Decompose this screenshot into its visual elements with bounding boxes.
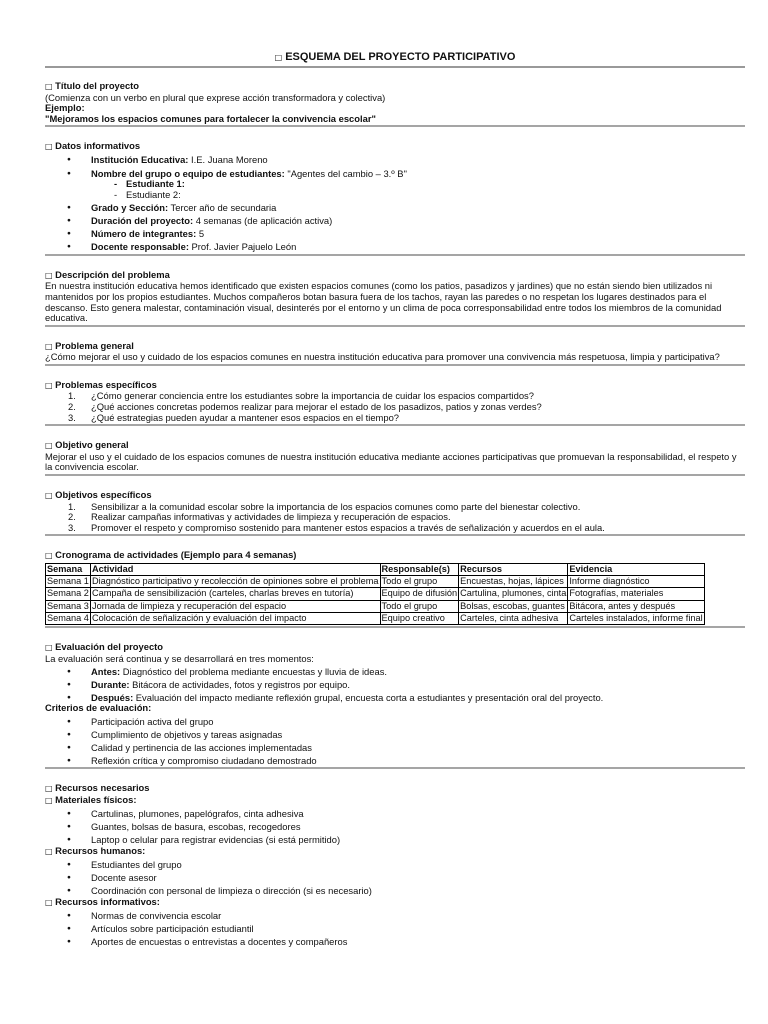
list-item: ● Cartulinas, plumones, papelógrafos, cinta adhesiva <box>45 809 741 820</box>
section-cronograma <box>45 550 745 628</box>
table-cell: Todo el grupo <box>380 576 459 588</box>
problema-general-text: ¿Cómo mejorar el uso y cuidado de los espacios comunes en nuestra institución educativa para promover una convivencia más respetuosa, limpia y participativa? <box>45 351 720 363</box>
section-titulo <box>45 81 745 127</box>
checkbox-glyph-icon: □ <box>45 380 53 390</box>
criterios-heading: Criterios de evaluación: <box>45 702 152 714</box>
section-heading: □ Evaluación del proyecto <box>45 641 164 653</box>
table-cell: Bolsas, escobas, guantes <box>459 600 568 612</box>
objetivo-general-text: Mejorar el uso y el cuidado de los espacios comunes de nuestra institución educativa mediante acciones participativas que promuevan la responsabilidad, el respeto y la convivencia escolar. <box>45 450 737 473</box>
table-cell: Fotografías, materiales <box>568 588 704 600</box>
ejemplo-text: "Mejoramos los espacios comunes para fortalecer la convivencia escolar" <box>45 112 376 124</box>
list-item: ● Número de integrantes: 5 <box>45 229 745 240</box>
section-heading: □ Título del proyecto <box>45 80 140 91</box>
table-header-cell: Evidencia <box>568 564 704 576</box>
list-item: ● Participación activa del grupo <box>45 717 745 728</box>
checkbox-glyph-icon: □ <box>45 643 53 653</box>
list-item: 2. Realizar campañas informativas y actividades de limpieza y recuperación de espacios. <box>68 511 451 523</box>
list-item: ● Docente responsable: Prof. Javier Pajuelo León <box>45 242 745 253</box>
list-item: ● Nombre del grupo o equipo de estudiantes: "Agentes del cambio – 3.º B" - Estudiante 1: - Estudiante 2: <box>45 169 745 201</box>
document-title: □ ESQUEMA DEL PROYECTO PARTICIPATIVO <box>45 50 745 68</box>
checkbox-glyph-icon: □ <box>45 784 53 794</box>
section-heading: □ Recursos necesarios <box>45 782 150 794</box>
subsection-heading: □ Materiales físicos: <box>45 794 137 806</box>
table-cell: Carteles instalados, informe final <box>569 612 703 623</box>
criterios-list <box>45 717 745 767</box>
list-item: ● Reflexión crítica y compromiso ciudadano demostrado <box>45 756 745 767</box>
materiales-list <box>45 809 741 846</box>
table-cell: Diagnóstico participativo y recolección de opiniones sobre el problema <box>92 576 379 587</box>
checkbox-glyph-icon: □ <box>45 270 53 280</box>
list-item: - Estudiante 1: <box>45 179 745 190</box>
table-cell: Cartulina, plumones, cinta <box>460 588 567 599</box>
table-cell: Jornada de limpieza y recuperación del espacio <box>91 600 381 612</box>
list-item: ● Normas de convivencia escolar <box>45 911 741 922</box>
list-item: ● Estudiantes del grupo <box>45 860 741 871</box>
humanos-list <box>45 860 741 897</box>
list-item: 1. Sensibilizar a la comunidad escolar sobre la importancia de los espacios comunes como parte del bienestar colectivo. <box>68 500 581 512</box>
table-cell: Colocación de señalización y evaluación del impacto <box>91 612 381 624</box>
section-recursos <box>45 783 741 947</box>
table-row <box>46 576 705 588</box>
table-cell: Campaña de sensibilización (carteles, charlas breves en tutoría) <box>91 588 381 600</box>
checkbox-glyph-icon: □ <box>45 897 53 907</box>
list-item: 2. ¿Qué acciones concretas podemos realizar para mejorar el estado de los pasadizos, patios y zonas verdes? <box>68 401 542 413</box>
table-header-cell: Actividad <box>91 564 381 576</box>
table-cell: Bitácora, antes y después <box>568 600 704 612</box>
checkbox-glyph-icon: □ <box>45 441 53 451</box>
list-item: 1. ¿Cómo generar conciencia entre los estudiantes sobre la importancia de cuidar los espacios compartidos? <box>68 390 534 402</box>
list-item: ● Grado y Sección: Tercer año de secundaria <box>45 203 745 214</box>
list-item: ● Cumplimiento de objetivos y tareas asignadas <box>45 730 745 741</box>
ejemplo-label: Ejemplo: <box>45 102 85 114</box>
table-cell: Informe diagnóstico <box>568 576 704 588</box>
section-heading: □ Cronograma de actividades (Ejemplo para 4 semanas) <box>45 549 297 561</box>
estudiantes-list <box>45 179 745 200</box>
section-heading: □ Problemas específicos <box>45 378 157 390</box>
table-cell: Encuestas, hojas, lápices <box>459 576 568 588</box>
checkbox-glyph-icon: □ <box>45 551 53 561</box>
section-heading: □ Problema general <box>45 339 134 351</box>
table-row <box>46 588 705 600</box>
checkbox-glyph-icon: □ <box>45 142 53 152</box>
list-item: ● Duración del proyecto: 4 semanas (de aplicación activa) <box>45 216 745 227</box>
table-header-row <box>46 564 705 576</box>
section-problema-general <box>45 341 745 366</box>
table-header-cell: Responsable(s) <box>380 564 459 576</box>
section-descripcion <box>45 270 745 327</box>
table-row <box>46 612 705 624</box>
document-page <box>45 50 741 948</box>
list-item: 3. Promover el respeto y compromiso sostenido para mantener estos espacios a través de señalización y acuerdos en el aula. <box>68 521 605 533</box>
objetivos-list <box>45 502 745 534</box>
table-cell: Equipo creativo <box>380 612 459 624</box>
informativos-list <box>45 911 741 948</box>
subsection-heading: □ Recursos humanos: <box>45 844 146 856</box>
list-item: ● Antes: Diagnóstico del problema mediante encuestas y lluvia de ideas. <box>45 667 745 678</box>
checkbox-glyph-icon: □ <box>45 796 53 806</box>
list-item: ● Durante: Bitácora de actividades, fotos y registros por equipo. <box>45 680 745 691</box>
descripcion-text: En nuestra institución educativa hemos identificado que existen espacios comunes (como los patios, pasadizos y jardines) que no están siendo bien utilizados ni mantenidos por los propios estudiantes. Muchos compañeros botan basura fuera de los tachos, rayan las paredes o no respetan los lugares destinados para el descanso. Esto genera malestar, contaminación visual, desinterés por el entorno y un clima de poca corresponsabilidad entre todos los miembros de la comunidad educativa. <box>45 280 722 324</box>
list-item: ● Coordinación con personal de limpieza o dirección (si es necesario) <box>45 886 741 897</box>
section-heading: □ Datos informativos <box>45 140 141 152</box>
list-item: ● Docente asesor <box>45 873 741 884</box>
checkbox-glyph-icon: □ <box>45 846 53 856</box>
problemas-list <box>45 391 745 423</box>
momentos-list <box>45 667 745 704</box>
section-heading: □ Objetivos específicos <box>45 489 152 501</box>
table-header-cell: Recursos <box>459 564 568 576</box>
section-evaluacion <box>45 642 745 769</box>
list-item: ● Guantes, bolsas de basura, escobas, recogedores <box>45 822 741 833</box>
list-item: ● Laptop o celular para registrar evidencias (si está permitido) <box>45 835 741 846</box>
table-cell: Semana 1 <box>47 576 89 587</box>
section-heading: □ Descripción del problema <box>45 268 170 280</box>
list-item: ● Institución Educativa: I.E. Juana Moreno <box>45 155 745 166</box>
evaluacion-intro: La evaluación será continua y se desarrollará en tres momentos: <box>45 652 314 664</box>
section-heading: □ Objetivo general <box>45 439 129 451</box>
list-item: ● Aportes de encuestas o entrevistas a docentes y compañeros <box>45 937 741 948</box>
list-item: ● Artículos sobre participación estudiantil <box>45 924 741 935</box>
table-cell: Carteles, cinta adhesiva <box>459 612 568 624</box>
section-datos <box>45 141 745 255</box>
checkbox-glyph-icon: □ <box>45 341 53 351</box>
table-cell: Semana 4 <box>47 612 89 623</box>
table-cell: Semana 2 <box>47 588 89 599</box>
section-objetivos-especificos <box>45 490 745 536</box>
table-cell: Semana 3 <box>47 600 89 611</box>
list-item: ● Calidad y pertinencia de las acciones implementadas <box>45 743 745 754</box>
datos-list <box>45 155 745 252</box>
table-row <box>46 600 705 612</box>
checkbox-glyph-icon: □ <box>274 53 283 62</box>
table-cell: Equipo de difusión <box>381 588 458 599</box>
checkbox-glyph-icon: □ <box>45 82 53 91</box>
list-item: 3. ¿Qué estrategias pueden ayudar a mantener esos espacios en el tiempo? <box>68 411 400 423</box>
subsection-heading: □ Recursos informativos: <box>45 895 160 907</box>
table-header-cell: Semana <box>46 564 91 576</box>
list-item: - Estudiante 2: <box>45 190 745 201</box>
cronograma-table <box>45 563 705 625</box>
section-objetivo-general <box>45 440 745 476</box>
checkbox-glyph-icon: □ <box>45 491 53 501</box>
table-cell: Todo el grupo <box>380 600 459 612</box>
titulo-note: (Comienza con un verbo en plural que exprese acción transformadora y colectiva) <box>45 91 386 103</box>
section-problemas-especificos <box>45 380 745 426</box>
list-item: ● Después: Evaluación del impacto mediante reflexión grupal, encuesta corta a estudiantes y presentación oral del proyecto. <box>45 693 745 704</box>
